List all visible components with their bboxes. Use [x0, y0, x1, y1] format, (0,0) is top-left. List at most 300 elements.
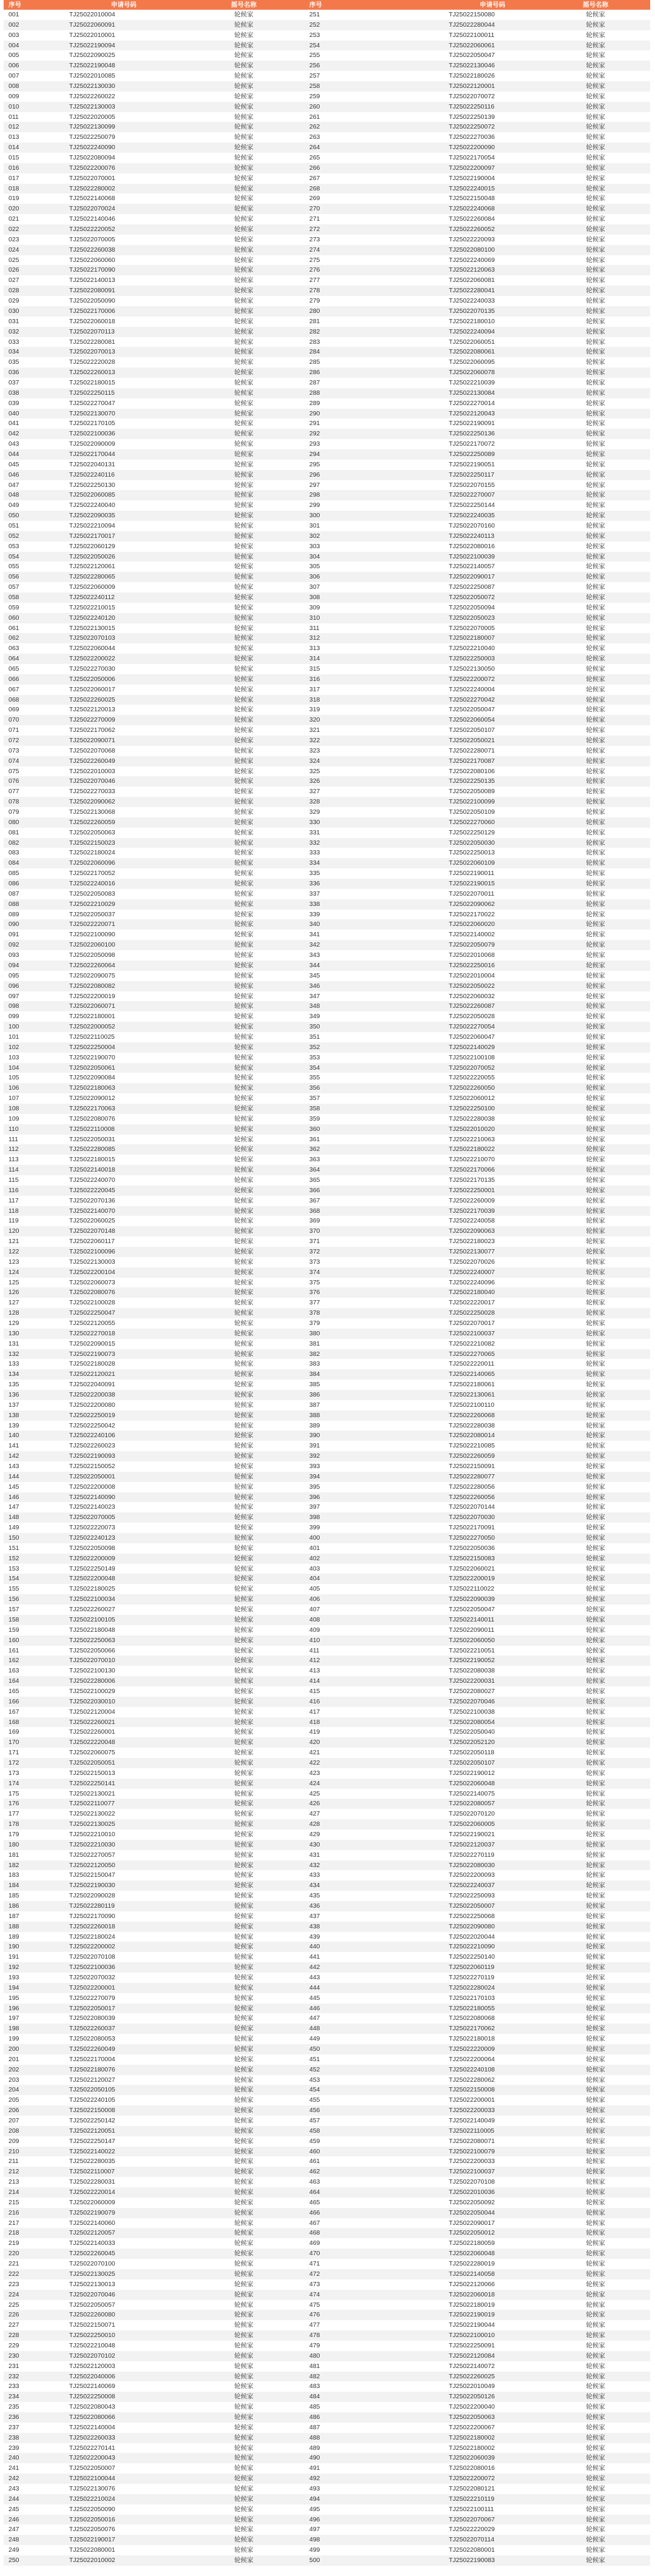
row-code-right: TJ25022250013 — [449, 849, 495, 857]
row-code-right: TJ25022250100 — [449, 1104, 495, 1112]
row-code-left: TJ25022260013 — [69, 369, 115, 377]
row-code-right: TJ25022270054 — [449, 1023, 495, 1031]
row-result-right: 轮候家 — [586, 1718, 605, 1726]
table-row — [4, 1206, 650, 1216]
row-seq-right: 312 — [309, 634, 320, 642]
row-seq-right: 255 — [309, 52, 320, 59]
row-seq-left: 018 — [8, 184, 19, 192]
row-result-left: 轮候家 — [234, 542, 254, 550]
row-seq-right: 378 — [309, 1309, 320, 1317]
row-result-left: 轮候家 — [234, 1789, 254, 1797]
row-seq-right: 458 — [309, 2127, 320, 2135]
row-seq-right: 331 — [309, 828, 320, 836]
row-seq-right: 431 — [309, 1851, 320, 1859]
row-result-left: 轮候家 — [234, 2464, 254, 2472]
row-code-left: TJ25022150052 — [69, 1463, 115, 1471]
row-seq-left: 146 — [8, 1493, 19, 1501]
row-seq-left: 234 — [8, 2393, 19, 2401]
row-result-left: 轮候家 — [234, 696, 254, 703]
row-result-right: 轮候家 — [586, 277, 605, 284]
row-seq-left: 097 — [8, 992, 19, 1000]
row-result-right: 轮候家 — [586, 593, 605, 601]
row-result-left: 轮候家 — [234, 2086, 254, 2094]
row-code-right: TJ25022190012 — [449, 1769, 495, 1777]
row-seq-left: 181 — [8, 1851, 19, 1859]
table-row — [4, 899, 650, 910]
row-result-left: 轮候家 — [234, 1820, 254, 1828]
row-result-right: 轮候家 — [586, 174, 605, 182]
row-code-right: TJ25022050012 — [449, 2229, 495, 2237]
row-seq-left: 014 — [8, 144, 19, 152]
row-code-left: TJ25022250142 — [69, 2117, 115, 2125]
row-seq-right: 382 — [309, 1350, 320, 1358]
table-row — [4, 807, 650, 817]
table-row — [4, 1451, 650, 1461]
header-result-right: 摇号名称 — [583, 1, 608, 8]
row-result-left: 轮候家 — [234, 1391, 254, 1399]
row-seq-left: 140 — [8, 1432, 19, 1440]
row-seq-right: 415 — [309, 1687, 320, 1695]
row-seq-right: 267 — [309, 174, 320, 182]
row-seq-left: 200 — [8, 2045, 19, 2053]
row-seq-right: 252 — [309, 21, 320, 29]
row-result-right: 轮候家 — [586, 1565, 605, 1572]
row-result-right: 轮候家 — [586, 1514, 605, 1521]
row-seq-left: 099 — [8, 1013, 19, 1021]
table-row — [4, 2555, 650, 2566]
row-code-right: TJ25022100111 — [449, 2505, 494, 2513]
table-row — [4, 2433, 650, 2443]
table-row — [4, 317, 650, 327]
row-result-left: 轮候家 — [234, 297, 254, 305]
row-seq-right: 342 — [309, 941, 320, 949]
row-result-right: 轮候家 — [586, 1749, 605, 1757]
row-seq-left: 046 — [8, 471, 19, 478]
row-seq-left: 010 — [8, 102, 19, 110]
row-seq-right: 328 — [309, 798, 320, 806]
row-code-right: TJ25022220011 — [449, 1360, 495, 1368]
row-code-left: TJ25022130013 — [69, 2280, 115, 2288]
row-code-left: TJ25022240090 — [69, 144, 115, 152]
row-code-right: TJ25022100037 — [449, 1329, 495, 1337]
row-result-right: 轮候家 — [586, 2117, 605, 2125]
row-code-right: TJ25022130046 — [449, 62, 495, 70]
row-result-left: 轮候家 — [234, 1882, 254, 1890]
row-code-left: TJ25022180015 — [69, 378, 115, 386]
table-row — [4, 1175, 650, 1186]
row-seq-left: 195 — [8, 1994, 19, 2002]
row-result-right: 轮候家 — [586, 1145, 605, 1153]
row-result-left: 轮候家 — [234, 2444, 254, 2452]
row-seq-left: 231 — [8, 2362, 19, 2370]
row-seq-left: 214 — [8, 2189, 19, 2196]
row-seq-right: 461 — [309, 2158, 320, 2165]
row-result-left: 轮候家 — [234, 1289, 254, 1296]
row-result-left: 轮候家 — [234, 1463, 254, 1471]
row-result-left: 轮候家 — [234, 471, 254, 478]
row-code-right: TJ25022050047 — [449, 706, 495, 714]
row-seq-left: 011 — [8, 113, 19, 121]
row-result-left: 轮候家 — [234, 1115, 254, 1122]
row-code-right: TJ25022130077 — [449, 1247, 495, 1255]
row-code-right: TJ25022200033 — [449, 2158, 495, 2165]
row-seq-right: 340 — [309, 921, 320, 928]
row-code-right: TJ25022050028 — [449, 1013, 495, 1021]
row-seq-left: 098 — [8, 1002, 19, 1010]
table-row — [4, 1932, 650, 1942]
table-row — [4, 654, 650, 664]
row-result-right: 轮候家 — [586, 1166, 605, 1174]
row-code-left: TJ25022130003 — [69, 102, 115, 110]
row-seq-left: 161 — [8, 1646, 19, 1654]
row-result-left: 轮候家 — [234, 1667, 254, 1675]
row-seq-left: 177 — [8, 1810, 19, 1818]
row-result-left: 轮候家 — [234, 788, 254, 796]
row-result-left: 轮候家 — [234, 1851, 254, 1859]
row-code-left: TJ25022070010 — [69, 1657, 115, 1665]
row-seq-right: 282 — [309, 327, 320, 335]
table-row — [4, 1011, 650, 1022]
row-code-right: TJ25022200040 — [449, 2403, 495, 2411]
row-code-left: TJ25022090062 — [69, 798, 115, 806]
table-row — [4, 1492, 650, 1503]
row-code-left: TJ25022260049 — [69, 2045, 115, 2053]
row-seq-left: 184 — [8, 1882, 19, 1890]
table-row — [4, 1748, 650, 1758]
row-code-left: TJ25022240123 — [69, 1534, 115, 1542]
row-result-right: 轮候家 — [586, 573, 605, 581]
row-code-left: TJ25022090015 — [69, 1340, 115, 1347]
row-code-right: TJ25022060032 — [449, 992, 495, 1000]
row-code-left: TJ25022180024 — [69, 1933, 115, 1940]
row-seq-right: 265 — [309, 154, 320, 162]
table-row — [4, 858, 650, 868]
row-result-left: 轮候家 — [234, 828, 254, 836]
row-code-right: TJ25022090017 — [449, 573, 495, 581]
row-code-right: TJ25022280056 — [449, 1483, 495, 1491]
row-result-left: 轮候家 — [234, 389, 254, 397]
row-result-left: 轮候家 — [234, 1994, 254, 2002]
row-result-left: 轮候家 — [234, 2239, 254, 2247]
row-seq-right: 478 — [309, 2332, 320, 2340]
row-seq-left: 123 — [8, 1258, 19, 1266]
row-seq-right: 279 — [309, 297, 320, 305]
row-seq-right: 403 — [309, 1565, 320, 1572]
row-code-left: TJ25022010003 — [69, 767, 115, 775]
row-code-left: TJ25022010004 — [69, 11, 115, 18]
row-result-right: 轮候家 — [586, 1463, 605, 1471]
row-result-right: 轮候家 — [586, 971, 605, 979]
row-code-left: TJ25022220028 — [69, 358, 115, 366]
row-result-right: 轮候家 — [586, 910, 605, 918]
row-result-left: 轮候家 — [234, 1145, 254, 1153]
row-code-left: TJ25022270018 — [69, 1329, 115, 1337]
table-row — [4, 521, 650, 531]
row-result-right: 轮候家 — [586, 1974, 605, 1981]
row-seq-left: 223 — [8, 2280, 19, 2288]
row-seq-left: 172 — [8, 1759, 19, 1766]
row-seq-right: 384 — [309, 1370, 320, 1378]
row-seq-right: 330 — [309, 818, 320, 826]
row-result-left: 轮候家 — [234, 2290, 254, 2298]
row-seq-right: 433 — [309, 1871, 320, 1879]
row-seq-right: 426 — [309, 1800, 320, 1808]
row-result-left: 轮候家 — [234, 890, 254, 897]
row-result-left: 轮候家 — [234, 2076, 254, 2084]
row-result-right: 轮候家 — [586, 828, 605, 836]
row-seq-left: 131 — [8, 1340, 19, 1347]
row-code-right: TJ25022240037 — [449, 1882, 495, 1890]
row-seq-right: 474 — [309, 2290, 320, 2298]
row-result-left: 轮候家 — [234, 1964, 254, 1971]
row-code-right: TJ25022180002 — [449, 2433, 495, 2441]
row-code-right: TJ25022080121 — [449, 2484, 495, 2492]
row-code-right: TJ25022170072 — [449, 440, 495, 448]
row-result-left: 轮候家 — [234, 1278, 254, 1286]
row-result-left: 轮候家 — [234, 1299, 254, 1307]
row-seq-right: 280 — [309, 307, 320, 315]
table-row — [4, 184, 650, 194]
row-seq-left: 163 — [8, 1667, 19, 1675]
row-result-left: 轮候家 — [234, 624, 254, 632]
row-result-left: 轮候家 — [234, 246, 254, 253]
row-seq-right: 484 — [309, 2393, 320, 2401]
row-code-left: TJ25022210029 — [69, 900, 115, 908]
row-seq-left: 229 — [8, 2341, 19, 2349]
row-seq-left: 152 — [8, 1554, 19, 1562]
table-row — [4, 2105, 650, 2116]
row-seq-left: 005 — [8, 52, 19, 59]
row-result-left: 轮候家 — [234, 501, 254, 509]
row-result-left: 轮候家 — [234, 358, 254, 366]
table-row — [4, 2013, 650, 2024]
lottery-result-table — [4, 0, 650, 2566]
row-result-right: 轮候家 — [586, 2168, 605, 2176]
row-seq-right: 292 — [309, 430, 320, 438]
row-result-left: 轮候家 — [234, 563, 254, 571]
row-seq-left: 066 — [8, 675, 19, 683]
row-result-right: 轮候家 — [586, 1861, 605, 1869]
row-seq-right: 335 — [309, 870, 320, 877]
table-row — [4, 1165, 650, 1175]
row-seq-right: 314 — [309, 655, 320, 663]
row-result-left: 轮候家 — [234, 184, 254, 192]
row-result-right: 轮候家 — [586, 2189, 605, 2196]
row-result-right: 轮候家 — [586, 1196, 605, 1204]
table-row — [4, 2044, 650, 2054]
row-code-right: TJ25022270119 — [449, 1974, 495, 1981]
row-result-left: 轮候家 — [234, 532, 254, 540]
row-result-left: 轮候家 — [234, 1544, 254, 1552]
row-seq-left: 021 — [8, 215, 19, 223]
row-code-right: TJ25022250117 — [449, 471, 495, 478]
row-seq-left: 164 — [8, 1677, 19, 1685]
row-code-left: TJ25022050037 — [69, 910, 115, 918]
row-code-left: TJ25022050098 — [69, 1544, 115, 1552]
row-seq-right: 347 — [309, 992, 320, 1000]
row-seq-left: 189 — [8, 1933, 19, 1940]
row-seq-right: 295 — [309, 460, 320, 468]
table-row — [4, 1911, 650, 1922]
row-code-right: TJ25022060050 — [449, 1636, 495, 1644]
table-row — [4, 1144, 650, 1155]
row-seq-right: 442 — [309, 1964, 320, 1971]
row-code-right: TJ25022060119 — [449, 1964, 495, 1971]
row-result-left: 轮候家 — [234, 1943, 254, 1951]
row-code-left: TJ25022070108 — [69, 1953, 115, 1961]
row-result-left: 轮候家 — [234, 2383, 254, 2390]
row-seq-left: 002 — [8, 21, 19, 29]
header-seq-right: 序号 — [309, 1, 322, 8]
row-seq-right: 383 — [309, 1360, 320, 1368]
row-code-left: TJ25022190094 — [69, 41, 115, 49]
row-result-left: 轮候家 — [234, 2341, 254, 2349]
row-code-left: TJ25022050105 — [69, 2086, 115, 2094]
row-seq-left: 224 — [8, 2290, 19, 2298]
row-seq-right: 310 — [309, 614, 320, 622]
row-result-left: 轮候家 — [234, 2454, 254, 2462]
table-row — [4, 1830, 650, 1840]
table-row — [4, 132, 650, 143]
row-code-right: TJ25022200072 — [449, 2475, 495, 2483]
row-code-right: TJ25022270014 — [449, 399, 495, 407]
row-seq-left: 233 — [8, 2383, 19, 2390]
row-result-right: 轮候家 — [586, 1615, 605, 1623]
row-code-right: TJ25022090080 — [449, 1922, 495, 1930]
row-seq-right: 268 — [309, 184, 320, 192]
row-seq-left: 225 — [8, 2301, 19, 2309]
row-code-left: TJ25022250004 — [69, 1043, 115, 1051]
row-seq-left: 013 — [8, 133, 19, 141]
row-result-right: 轮候家 — [586, 144, 605, 152]
row-code-right: TJ25022080100 — [449, 246, 495, 253]
table-row — [4, 1758, 650, 1768]
row-seq-right: 322 — [309, 737, 320, 745]
table-row — [4, 981, 650, 991]
row-code-left: TJ25022100036 — [69, 1964, 115, 1971]
row-result-left: 轮候家 — [234, 1247, 254, 1255]
table-row — [4, 1819, 650, 1830]
row-seq-right: 432 — [309, 1861, 320, 1869]
row-result-left: 轮候家 — [234, 1739, 254, 1746]
row-result-left: 轮候家 — [234, 1104, 254, 1112]
row-code-right: TJ25022190015 — [449, 880, 495, 888]
row-result-left: 轮候家 — [234, 1320, 254, 1327]
row-seq-left: 175 — [8, 1789, 19, 1797]
row-seq-left: 043 — [8, 440, 19, 448]
row-code-right: TJ25022260052 — [449, 226, 495, 233]
row-seq-left: 029 — [8, 297, 19, 305]
row-seq-right: 490 — [309, 2454, 320, 2462]
row-result-right: 轮候家 — [586, 1892, 605, 1900]
table-row — [4, 930, 650, 940]
row-code-right: TJ25022080014 — [449, 1432, 495, 1440]
row-seq-left: 151 — [8, 1544, 19, 1552]
row-seq-left: 022 — [8, 226, 19, 233]
table-row — [4, 1001, 650, 1011]
row-seq-right: 263 — [309, 133, 320, 141]
row-seq-right: 373 — [309, 1258, 320, 1266]
row-seq-right: 476 — [309, 2311, 320, 2319]
row-code-left: TJ25022140090 — [69, 1493, 115, 1501]
row-seq-left: 052 — [8, 532, 19, 540]
row-code-left: TJ25022100036 — [69, 430, 115, 438]
row-result-left: 轮候家 — [234, 256, 254, 264]
row-code-right: TJ25022190083 — [449, 2556, 495, 2564]
table-row — [4, 1042, 650, 1053]
row-result-left: 轮候家 — [234, 1472, 254, 1480]
row-seq-left: 246 — [8, 2515, 19, 2523]
row-seq-right: 256 — [309, 62, 320, 70]
row-result-right: 轮候家 — [586, 2484, 605, 2492]
row-result-right: 轮候家 — [586, 327, 605, 335]
row-code-left: TJ25022240040 — [69, 501, 115, 509]
row-code-right: TJ25022060051 — [449, 338, 495, 346]
row-result-left: 轮候家 — [234, 716, 254, 724]
row-seq-right: 294 — [309, 450, 320, 458]
row-code-left: TJ25022110007 — [69, 2168, 115, 2176]
row-seq-left: 186 — [8, 1902, 19, 1910]
row-result-right: 轮候家 — [586, 583, 605, 591]
row-seq-left: 023 — [8, 235, 19, 243]
row-seq-left: 209 — [8, 2137, 19, 2145]
table-row — [4, 2279, 650, 2290]
row-code-right: TJ25022250028 — [449, 1309, 495, 1317]
row-seq-right: 467 — [309, 2219, 320, 2227]
row-code-right: TJ25022050109 — [449, 808, 495, 816]
row-code-left: TJ25022270057 — [69, 1851, 115, 1859]
table-row — [4, 2065, 650, 2075]
row-code-right: TJ25022280038 — [449, 1115, 495, 1122]
row-code-left: TJ25022190079 — [69, 2209, 115, 2216]
row-code-left: TJ25022070024 — [69, 205, 115, 213]
table-row — [4, 163, 650, 173]
row-code-right: TJ25022120043 — [449, 409, 495, 417]
table-row — [4, 1287, 650, 1298]
row-code-right: TJ25022180010 — [449, 317, 495, 325]
row-code-left: TJ25022120051 — [69, 2127, 115, 2135]
row-seq-left: 196 — [8, 2004, 19, 2012]
row-code-right: TJ25022200001 — [449, 2096, 495, 2104]
row-seq-left: 207 — [8, 2117, 19, 2125]
row-code-left: TJ25022260001 — [69, 1728, 115, 1736]
row-code-right: TJ25022060061 — [449, 41, 495, 49]
row-seq-left: 130 — [8, 1329, 19, 1337]
row-result-left: 轮候家 — [234, 798, 254, 806]
row-result-left: 轮候家 — [234, 1053, 254, 1061]
row-seq-right: 285 — [309, 358, 320, 366]
row-code-left: TJ25022070013 — [69, 348, 115, 356]
row-code-right: TJ25022280044 — [449, 21, 495, 29]
row-code-right: TJ25022070067 — [449, 2515, 495, 2523]
row-seq-right: 336 — [309, 880, 320, 888]
row-seq-right: 253 — [309, 31, 320, 39]
row-code-right: TJ25022070144 — [449, 1503, 495, 1511]
row-code-right: TJ25022250129 — [449, 828, 495, 836]
row-code-right: TJ25022270060 — [449, 818, 495, 826]
row-result-right: 轮候家 — [586, 1370, 605, 1378]
row-code-right: TJ25022270007 — [449, 491, 495, 499]
row-code-left: TJ25022070005 — [69, 1514, 115, 1521]
row-code-right: TJ25022060078 — [449, 369, 495, 377]
row-code-left: TJ25022260045 — [69, 2250, 115, 2258]
row-code-right: TJ25022020044 — [449, 1933, 495, 1940]
row-seq-right: 485 — [309, 2403, 320, 2411]
table-row — [4, 879, 650, 889]
row-code-right: TJ25022100011 — [449, 31, 495, 39]
table-row — [4, 1247, 650, 1257]
row-result-right: 轮候家 — [586, 11, 605, 18]
